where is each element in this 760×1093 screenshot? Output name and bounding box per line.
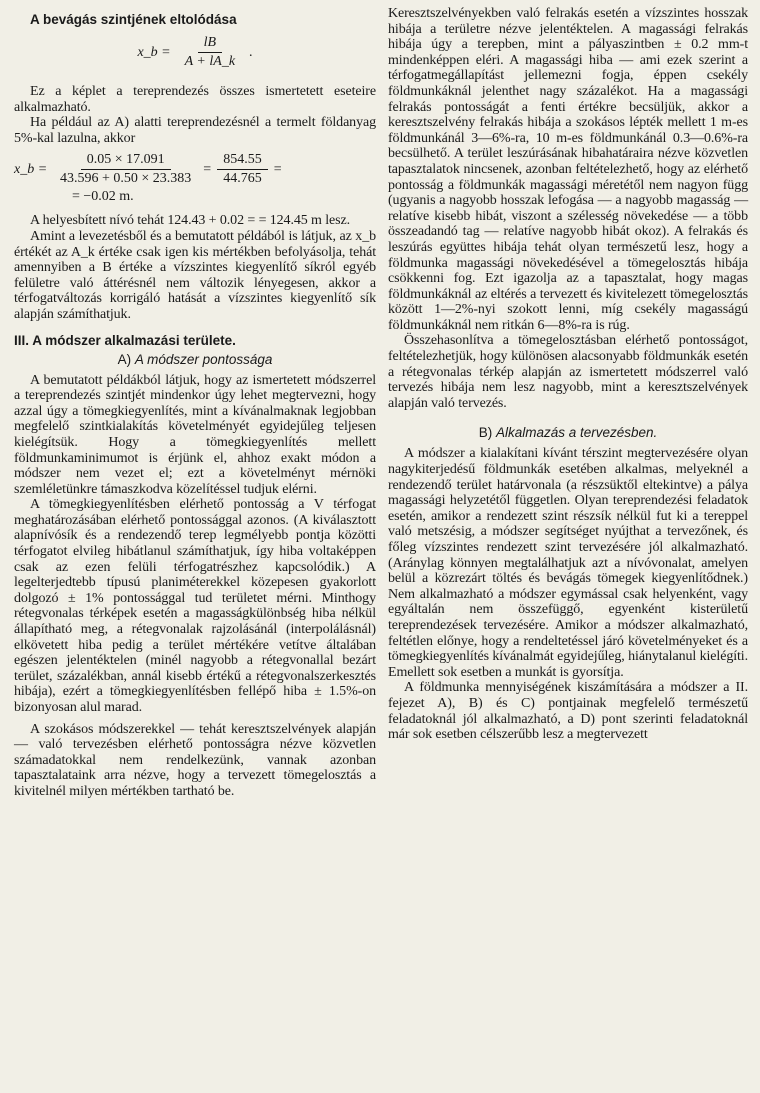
formula-example bbox=[14, 152, 376, 205]
formula-fraction bbox=[217, 152, 268, 187]
paragraph: A bemutatott példákból látjuk, hogy az ismertetett módszerrel a tereprendezés szintjét mindenkor úgy lehet megtervezni, hogy azzal úgy a tömegkiegyenlítés, mint a kívánalmaknak legjobban megfelelő szintkialakítás követelményét egyidejűleg teljesen kielégítsük. Hogy a tömegkiegyenlítés mellett földmunkaminimumot is érjünk el, ahhoz exakt módon a módszer nem vezet el; ezt a követelményt mérnöki szemléletünkre támaszkodva közelítéssel tudjuk elérni. bbox=[14, 372, 376, 497]
formula-tail: = bbox=[273, 161, 282, 177]
formula-fraction bbox=[54, 152, 197, 187]
formula-lhs: x_b = bbox=[137, 44, 171, 60]
paragraph: A szokásos módszerekkel — tehát keresztszelvények alapján — való tervezésben elérhető pontosságra nézve közvetlen számadatokkal nem rendelkezünk, vannak azonban tapasztalataink arra nézve, hogy a tervezett tömegelosztás a kivitelnél milyen mértékben tartható be. bbox=[14, 721, 376, 799]
formula-numerator: 0.05 × 17.091 bbox=[81, 152, 171, 170]
left-column bbox=[14, 6, 376, 800]
right-column bbox=[388, 6, 748, 743]
paragraph: A módszer a kialakítani kívánt térszint megtervezésére olyan nagykiterjedésű földmunkák esetében alkalmas, melyeknél a rendezendő terület határvonala (a részsüktől eltekintve) a pálya magassági helyzetétől független. Olyan tereprendezési feladatok esetén, amikor a rendezett szint részsík nélkül fut ki a tereppel való metszésig, a módszer segítséget nyújthat a tervezőnek, és főleg vízszintes rendezett szint tervezésére jól alkalmazható. (Aránylag könnyen megtalálhatjuk azt a nívóvonalat, amelyen belül a közrezárt töltés és bevágás tömegek kiegyenlítődnek.) Nem alkalmazható a módszer egymással csak helyenként, vagy egyáltalán nem összefüggő, egyenként kisterületű tereprendezések tervezésére. Amikor a módszer alkalmazható, feltétlen előnye, hogy a rendeltetéssel járó követelményeket és a tömegkiegyenlítés kívánalmát egyidejűleg, hiánytalanul kielégíti. Emellett sok esetben a munkát is gyorsítja. bbox=[388, 446, 748, 680]
formula-result: = −0.02 m. bbox=[72, 189, 134, 205]
subsection-number: B) bbox=[478, 425, 493, 441]
subsection-title bbox=[388, 425, 748, 440]
paragraph: Ez a képlet a tereprendezés összes ismertetett eseteire alkalmazható. bbox=[14, 84, 376, 115]
formula-denominator: 43.596 + 0.50 × 23.383 bbox=[60, 171, 192, 187]
paragraph: A tömegkiegyenlítésben elérhető pontosság a V térfogat meghatározásában elérhető pontossággal azonos. (A kiválasztott alapnívósík és a rendezendő terep legmélyebb pontja közötti térfogatot elvileg hibátlanul számíthatjuk, így hiba voltaképpen csak az ezen felüli térfogatrészhez kapcsolódik.) A legelterjedtebb típusú planiméterekkel közepesen gyakorlott dolgozó ± 1% pontossággal tud területet mérni. Minthogy rétegvonalas térképek esetén a magasságkülönbség hiba nélkül állapítható meg, a rétegvonalak rajzolásánál (interpolálásnál) elkövetett hiba pedig a terület mértékére vetítve általában egészen jelentéktelen (minél nagyobb a rétegvonallal bezárt terület, százalékban, annál kisebb értékű a rétegvonalszerkesztés hibája), ezért a tömegkiegyenlítésben fellépő hiba ± 1.5%-on bizonyosan alul marad. bbox=[14, 497, 376, 715]
paragraph: A helyesbített nívó tehát 124.43 + 0.02 = = 124.45 m lesz. bbox=[30, 213, 351, 229]
formula-equals: = bbox=[203, 161, 212, 177]
paragraph: Keresztszelvényekben való felrakás esetén a vízszintes hosszak hibája a területre nézve jelentéktelen. A magassági felrakás hibája úgy a terepben, mint a pályaszintben ± 0.2 mm-t mindenképpen eléri. A magassági hiba — ami ezek szerint a térfogatmegállapítást jellemezni fogja, éppen csekély földmunkáknál jelenthet nagy százalékot. Ha a magassági felrakás pontosságát a fenti értékre becsüljük, akkor a keresztszelvény felrakás hibája a szokásos lépték mellett 1 m-es földmunkánál 3—6%-ra, 10 m-es földmunkánál 0.3—0.6%-ra becsülhető. A terület leszúrásának hibahatáraira nézve közvetlen tapasztalatok nincsenek, azonban feltételezhető, hogy az elérhető pontosság a földmunkák magassági méretétől nem nagyon függ (ugyanis a nagyobb hosszak lefogása — a nagyobb magasság — relatíve kisebb hibát, viszont a szélesség növekedése — a több összeadandó tag — relatíve nagyobb hibát okoz). A felrakás és leszúrás együttes hibája tehát olyan természetű lesz, hogy a földmunka magassági növekedésével a tömegelosztás hibája csökkenni fog. Ezt igazolja az a tapasztalat, hogy magas földmunkáknál az eltérés a tervezett és kivitelezett tömegelosztás között 1—2%-nyi szokott lenni, míg csekély magasságú földmunkáknál nem ritkán 6—8%-ra is rúg. bbox=[388, 6, 748, 333]
section-title: III. A módszer alkalmazási területe. bbox=[14, 332, 236, 348]
formula-numerator: 854.55 bbox=[217, 152, 268, 170]
formula-denominator: A + lA_k bbox=[184, 54, 236, 69]
subsection-label: Alkalmazás a tervezésben. bbox=[495, 425, 658, 441]
subsection-heading: A bevágás szintjének eltolódása bbox=[30, 12, 237, 27]
formula-numerator: lB bbox=[198, 35, 222, 53]
paragraph: Összehasonlítva a tömegelosztásban elérhető pontosságot, feltételezhetjük, hogy különösen alacsonyabb földmunkák esetén a rétegvonalas térkép alapján az ismertetett módszerrel való tervezés hibája nem lesz nagyobb, mint a keresztszelvények alapján való tervezés. bbox=[388, 333, 748, 411]
subsection-label: A módszer pontossága bbox=[134, 351, 273, 367]
formula-level-shift bbox=[14, 35, 376, 70]
paragraph: Ha például az A) alatti tereprendezésnél a termelt földanyag 5%-kal lazulna, akkor bbox=[14, 115, 376, 146]
formula-tail: . bbox=[249, 44, 253, 60]
paragraph: Amint a levezetésből és a bemutatott példából is látjuk, az x_b értékét az A_k értéke csak igen kis mértékben befolyásolja, tehát amennyiben a B értéke a vízszintes kiegyenlítő síkról egyéb felületre való áttérésnél nem változik lényegesen, akkor a térfogatváltozás korrigáló hatását a vízszintes kiegyenlítő sík alapján számíthatjuk. bbox=[14, 228, 376, 322]
subsection-title bbox=[14, 352, 376, 367]
subsection-number: A) bbox=[117, 351, 132, 367]
paragraph: A földmunka mennyiségének kiszámítására a módszer a II. fejezet A), B) és C) pontjainak megfelelő természetű feladatoknál jól alkalmazható, a D) pont szerinti feladatoknál már sok esetben célszerűbb lesz a megtervezett bbox=[388, 680, 748, 743]
formula-lhs: x_b = bbox=[14, 161, 48, 177]
formula-fraction bbox=[179, 35, 241, 70]
formula-denominator: 44.765 bbox=[223, 171, 262, 187]
